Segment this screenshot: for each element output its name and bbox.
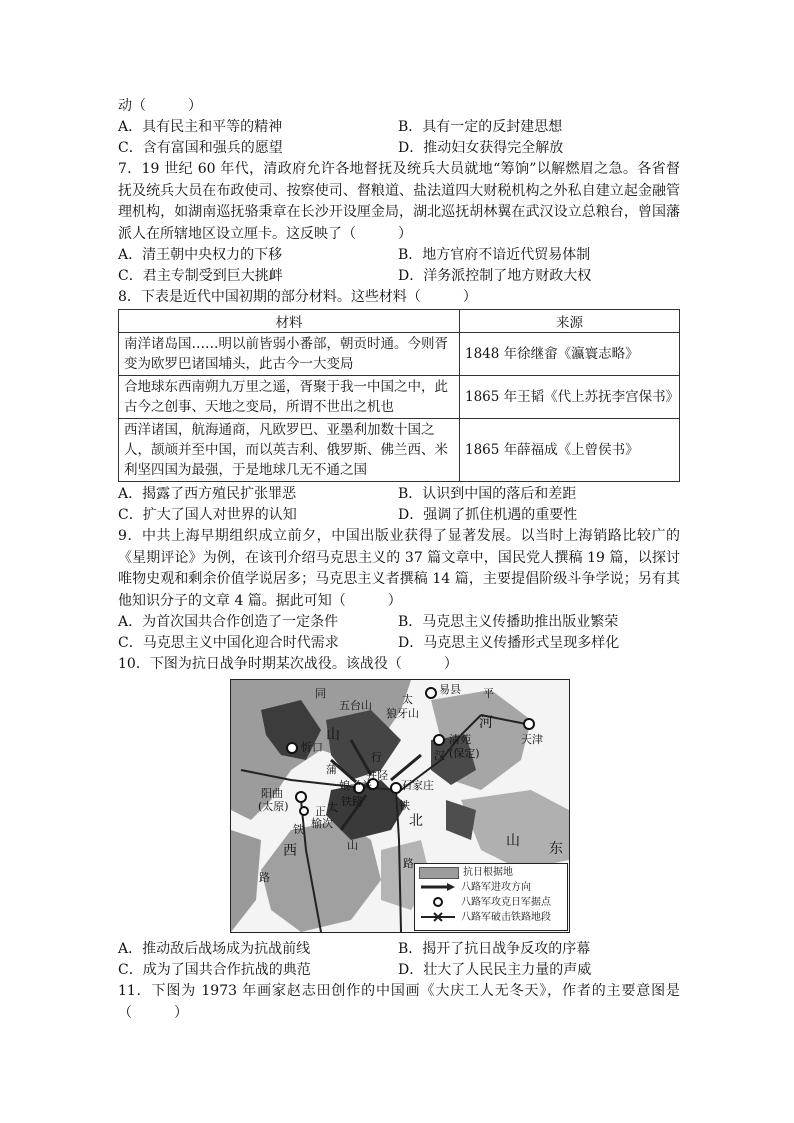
- strongpoint-icon: [419, 898, 457, 908]
- q10-options-2: [118, 960, 680, 981]
- q7-option-a[interactable]: A．清王朝中央权力的下移: [118, 247, 283, 263]
- q11-stem: 11．下图为 1973 年画家赵志田创作的中国画《大庆工人无冬天》，作者的主要意图是（ ）: [118, 983, 680, 1021]
- map-label-wutaishan: 五台山: [339, 699, 372, 712]
- q7-options: [118, 245, 680, 266]
- map-label-yangqu: 阳曲: [261, 787, 283, 800]
- q7-option-d[interactable]: D．洋务派控制了地方财政大权: [398, 268, 592, 284]
- map-label-ping: 平: [483, 687, 494, 700]
- q10-options: [118, 939, 680, 960]
- map-label-yuci: 榆次: [311, 817, 333, 830]
- q9-options-2: [118, 633, 680, 654]
- q7-stem: 7．19 世纪 60 年代，清政府允许各地督抚及统兵大员就地“筹饷”以解燃眉之急。各省督抚及统兵大员在布政使司、按察使司、督粮道、盐法道四大财税机构之外私自建立起金融管理机构，如湖南巡抚骆秉章在长沙开设厘金局，湖北巡抚胡林翼在武汉设立总粮台，曾国藩派人在所辖地区设立厘卡。这反映了（ ）: [118, 161, 680, 242]
- table-cell-source: 1848 年徐继畲《瀛寰志略》: [460, 333, 680, 376]
- legend-item: [419, 897, 551, 909]
- map-label-langyashan: 狼牙山: [386, 707, 419, 720]
- map-label-lu-2: 路: [259, 871, 270, 884]
- legend-label: 抗日根据地: [463, 867, 513, 878]
- map-label-tai: 太: [402, 693, 413, 706]
- table-row: [119, 376, 680, 419]
- q7-option-c[interactable]: C．君主专制受到巨大挑衅: [118, 268, 283, 284]
- q6-option-c[interactable]: C．含有富国和强兵的愿望: [118, 140, 283, 156]
- q8-option-c[interactable]: C．扩大了国人对世界的认知: [118, 507, 297, 523]
- q9-option-c[interactable]: C．马克思主义中国化迎合时代需求: [118, 635, 339, 651]
- map-label-tong: 同: [315, 687, 326, 700]
- q6-options-2: [118, 138, 680, 159]
- legend-base-area-swatch: [419, 867, 459, 879]
- railway-break-icon: [419, 913, 457, 923]
- q10-option-a[interactable]: A．推动敌后战场成为抗战前线: [118, 941, 311, 957]
- battle-map: [230, 679, 570, 933]
- map-label-shijiazhuang: 石家庄: [401, 779, 434, 792]
- legend-label: 八路军破击铁路地段: [461, 912, 551, 923]
- q6-stem-tail: 动（ ）: [118, 98, 202, 114]
- map-label-pu: 蒲: [326, 763, 337, 776]
- map-label-dong: 东: [549, 841, 563, 857]
- map-label-zheng: 正: [315, 805, 326, 818]
- map-label-xi: 西: [283, 843, 297, 859]
- legend-label: 八路军攻克日军据点: [461, 897, 551, 908]
- map-label-han: 汉: [434, 749, 445, 762]
- map-label-yixian: 易县: [439, 683, 461, 696]
- map-label-baoding: (保定): [449, 747, 480, 760]
- map-label-lu-1: 路: [403, 857, 414, 870]
- legend-item: [419, 912, 551, 924]
- q10-option-c[interactable]: C．成为了国共合作抗战的典范: [118, 962, 311, 978]
- q8-material-table: [118, 309, 680, 482]
- q10-option-b[interactable]: B．揭开了抗日战争反攻的序幕: [398, 941, 591, 957]
- table-header-material: 材料: [119, 310, 460, 333]
- q9-options: [118, 612, 680, 633]
- q8-option-d[interactable]: D．强调了抓住机遇的重要性: [398, 507, 578, 523]
- q8-options: [118, 484, 680, 505]
- map-label-bei: 北: [409, 813, 423, 829]
- map-label-shan-2: 山: [347, 839, 358, 852]
- q10-option-d[interactable]: D．壮大了人民民主力量的声威: [398, 962, 592, 978]
- table-cell-material: 合地球东西南朔九万里之遥，胥聚于我一中国之中，此古今之创事、天地之变局，所谓不世出之机也: [119, 376, 460, 419]
- map-label-niangziguan: 娘子关: [339, 779, 372, 792]
- map-label-tie-2: 铁: [399, 799, 410, 812]
- map-label-tielu: 铁路: [341, 795, 363, 808]
- map-label-shan-1: 山: [326, 727, 340, 743]
- map-legend: [414, 863, 568, 931]
- table-cell-material: 西洋诸国，航海通商，凡欧罗巴、亚墨利加数十国之人，颉颃并至中国，而以英吉利、俄罗斯、佛兰西、米利坚四国为最强，于是地球几无不通之国: [119, 419, 460, 482]
- table-row: [119, 333, 680, 376]
- q9-option-b[interactable]: B．马克思主义传播助推出版业繁荣: [398, 614, 619, 630]
- map-label-he: 河: [479, 715, 493, 731]
- map-label-jingxing: 井陉: [366, 769, 388, 782]
- table-header-source: 来源: [460, 310, 680, 333]
- table-header-row: [119, 310, 680, 333]
- q6-option-d[interactable]: D．推动妇女获得完全解放: [398, 140, 564, 156]
- legend-item: [419, 882, 531, 894]
- map-label-tai-2: 太: [327, 801, 338, 814]
- q8-option-b[interactable]: B．认识到中国的落后和差距: [398, 486, 577, 502]
- exam-page: [118, 96, 680, 1024]
- q7-option-b[interactable]: B．地方官府不谙近代贸易体制: [398, 247, 591, 263]
- q6-option-a[interactable]: A．具有民主和平等的精神: [118, 119, 283, 135]
- q8-option-a[interactable]: A．揭露了西方殖民扩张罪恶: [118, 486, 297, 502]
- map-label-tianjin: 天津: [521, 733, 543, 746]
- q6-option-b[interactable]: B．具有一定的反封建思想: [398, 119, 563, 135]
- q9-option-a[interactable]: A．为首次国共合作创造了一定条件: [118, 614, 339, 630]
- table-cell-material: 南洋诸岛国……明以前皆弱小番部，朝贡时通。今则胥变为欧罗巴诸国埔头，此古今一大变局: [119, 333, 460, 376]
- map-label-taiyuan: (太原): [258, 800, 289, 813]
- q9-stem: 9．中共上海早期组织成立前夕，中国出版业获得了显著发展。以当时上海销路比较广的《星期评论》为例，在该刊介绍马克思主义的 37 篇文章中，国民党人撰稿 19 篇，以探讨唯物史观和剩余价值学说居多；马克思主义者撰稿 14 篇，主要提倡阶级斗争学说；另有其他知识分子的文章 4 篇。据此可知（ ）: [118, 528, 680, 609]
- map-label-qingyuan: 清苑: [449, 733, 471, 746]
- legend-item: [419, 867, 513, 879]
- legend-label: 八路军进攻方向: [461, 882, 531, 893]
- q7-options-2: [118, 266, 680, 287]
- map-label-xinkou: 忻口: [301, 741, 323, 754]
- q8-options-2: [118, 505, 680, 526]
- q10-stem: 10．下图为抗日战争时期某次战役。该战役（ ）: [118, 656, 458, 672]
- q6-options: [118, 117, 680, 138]
- table-row: [119, 419, 680, 482]
- q8-stem: 8．下表是近代中国初期的部分材料。这些材料（ ）: [118, 289, 477, 305]
- map-label-tie-1: 铁: [293, 823, 304, 836]
- arrow-icon: [419, 883, 457, 893]
- table-cell-source: 1865 年薛福成《上曾侯书》: [460, 419, 680, 482]
- q9-option-d[interactable]: D．马克思主义传播形式呈现多样化: [398, 635, 620, 651]
- table-cell-source: 1865 年王韬《代上苏抚李宫保书》: [460, 376, 680, 419]
- map-label-xing: 行: [371, 751, 382, 764]
- map-label-shan-3: 山: [506, 833, 520, 849]
